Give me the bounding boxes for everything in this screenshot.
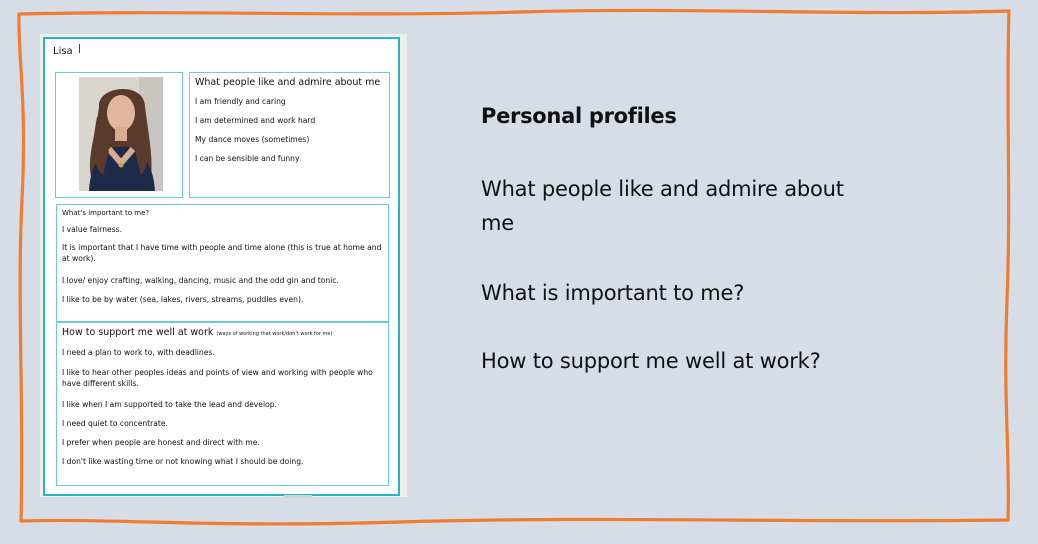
important-box — [56, 204, 389, 322]
important-item: I like to be by water (sea, lakes, rivers, streams, puddles even). — [62, 295, 304, 304]
important-item: It is important that I have time with people and time alone (this is true at home and at work). — [62, 243, 382, 263]
likes-item: I am determined and work hard — [195, 116, 316, 125]
support-item: I don't like wasting time or not knowing what I should be doing. — [62, 457, 304, 466]
text-cursor — [79, 44, 80, 53]
important-title: What's important to me? — [62, 209, 150, 217]
person-portrait-icon — [79, 77, 163, 191]
profile-photo — [79, 77, 163, 191]
important-item: I love/ enjoy crafting, walking, dancing, music and the odd gin and tonic. — [62, 276, 339, 285]
photo-box — [55, 72, 183, 198]
summary-heading: Personal profiles — [481, 104, 677, 128]
support-title — [62, 327, 332, 338]
support-item: I need a plan to work to, with deadlines. — [62, 348, 215, 357]
likes-title: What people like and admire about me — [195, 77, 381, 88]
likes-item: I can be sensible and funny — [195, 154, 300, 163]
support-box — [56, 322, 389, 486]
likes-item: I am friendly and caring — [195, 97, 286, 106]
summary-item-important: What is important to me? — [481, 281, 745, 305]
support-item: I like to hear other peoples ideas and points of view and working with people who have different skills. — [62, 368, 373, 388]
support-title-text: How to support me well at work — [62, 327, 214, 338]
summary-item-likes: What people like and admire about me — [481, 177, 844, 235]
important-item: I value fairness. — [62, 225, 123, 234]
likes-box — [189, 72, 390, 198]
likes-item: My dance moves (sometimes) — [195, 135, 310, 144]
profile-name: Lisa — [53, 46, 73, 57]
summary-item-support: How to support me well at work? — [481, 349, 821, 373]
support-item: I need quiet to concentrate. — [62, 419, 168, 428]
profile-page — [43, 37, 400, 496]
support-item: I prefer when people are honest and direct with me. — [62, 438, 260, 447]
page-scroll-tab — [284, 495, 312, 498]
profile-document — [40, 34, 407, 497]
support-title-note: (ways of working that work/don't work for me) — [216, 331, 333, 337]
support-item: I like when I am supported to take the lead and develop. — [62, 400, 277, 409]
